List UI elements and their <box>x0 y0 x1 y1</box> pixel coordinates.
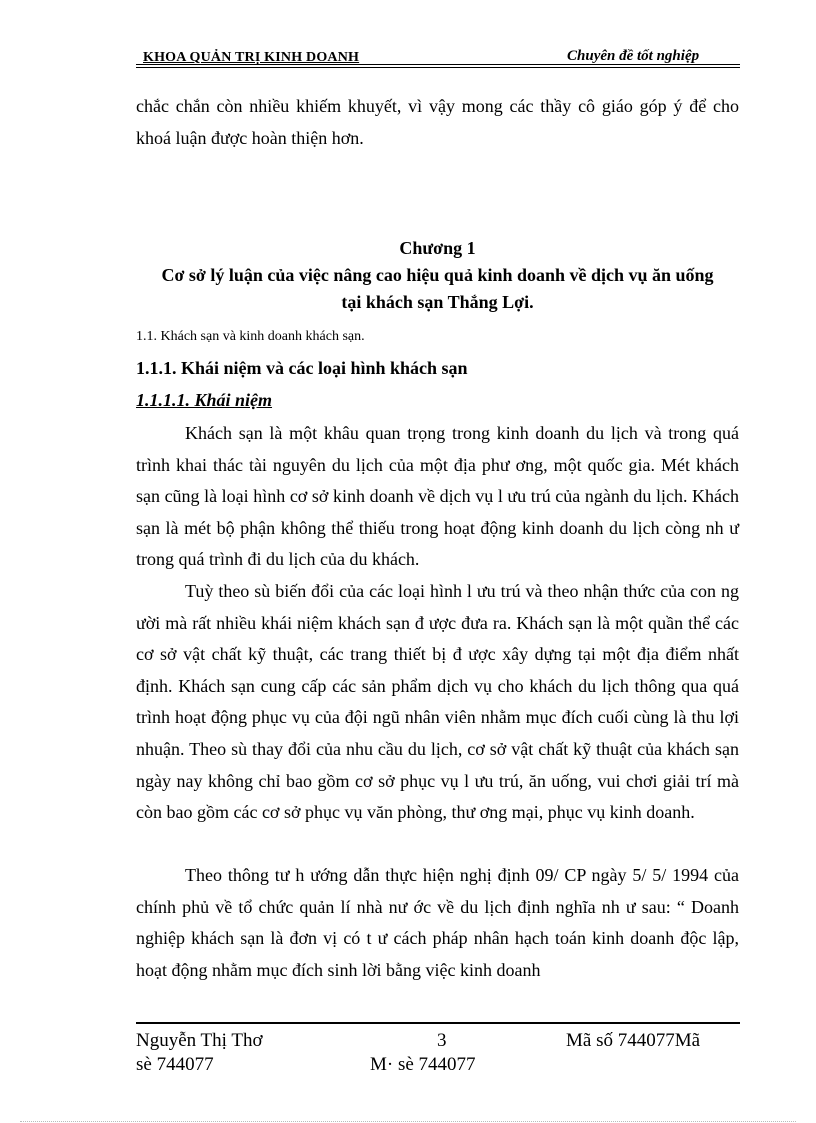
page-bottom-border <box>20 1121 796 1122</box>
section-heading-1-1-1: 1.1.1. Khái niệm và các loại hình khách sạn <box>136 358 468 378</box>
chapter-title-line2: tại khách sạn Thắng Lợi. <box>341 292 534 312</box>
body-paragraph-2: Tuỳ theo sù biến đổi của các loại hình l ưu trú và theo nhận thức của con ng ười mà rất nhiều khái niệm khách sạn đ ược đưa ra. Khách sạn là một quần thể các cơ sở vật chất kỹ thuật, các trang thiết bị đ ược xây dựng tại một địa điểm nhất định. Khách sạn cung cấp các sản phẩm dịch vụ cho khách du lịch thông qua quá trình hoạt động phục vụ của đội ngũ nhân viên nhằm mục đích cuối cùng là thu lợi nhuận. Theo sù thay đổi của nhu cầu du lịch, cơ sở vật chất kỹ thuật của khách sạn ngày nay không chỉ bao gồm cơ sở phục vụ l ưu trú, ăn uống, vui chơi giải trí mà còn bao gồm các cơ sở phục vụ văn phòng, thư ơng mại, phục vụ kinh doanh. <box>136 581 739 823</box>
body-paragraph-1: Khách sạn là một khâu quan trọng trong kinh doanh du lịch và trong quá trình khai thác tài nguyên du lịch của một địa phư ơng, một quốc gia. Mét khách sạn cũng là loại hình cơ sở kinh doanh về dịch vụ l ưu trú của ngành du lịch. Khách sạn là mét bộ phận không thể thiếu trong hoạt động kinh doanh du lịch còng nh ư trong quá trình đi du lịch của du khách. <box>136 423 739 570</box>
intro-paragraph: chắc chắn còn nhiều khiếm khuyết, vì vậy mong các thầy cô giáo góp ý để cho khoá luận được hoàn thiện hơn. <box>136 96 739 148</box>
footer-student-code-middle: M· sè 744077 <box>370 1054 476 1075</box>
chapter-number: Chương 1 <box>399 238 476 258</box>
footer-rule <box>136 1022 740 1024</box>
header-department: KHOA QUẢN TRỊ KINH DOANH <box>143 50 360 65</box>
footer-student-code-continued: sè 744077 <box>136 1054 214 1075</box>
body-paragraph-3: Theo thông tư h ướng dẫn thực hiện nghị định 09/ CP ngày 5/ 5/ 1994 của chính phủ về tổ chức quản lí nhà nư ớc về du lịch định nghĩa nh ư sau: “ Doanh nghiệp khách sạn là đơn vị có t ư cách pháp nhân hạch toán kinh doanh độc lập, hoạt động nhằm mục đích sinh lời bằng việc kinh doanh <box>136 865 739 980</box>
header-rule <box>136 64 740 65</box>
section-heading-1-1-1-1: 1.1.1.1. Khái niệm <box>136 390 273 410</box>
footer-author: Nguyễn Thị Thơ <box>136 1030 263 1051</box>
header-document-type: Chuyên đề tốt nghiệp <box>567 48 700 64</box>
chapter-title-line1: Cơ sở lý luận của việc nâng cao hiệu quả kinh doanh về dịch vụ ăn uống <box>161 265 714 285</box>
footer-page-number: 3 <box>437 1030 447 1051</box>
header-rule-secondary <box>136 67 740 68</box>
section-heading-1-1: 1.1. Khách sạn và kinh doanh khách sạn. <box>136 329 365 344</box>
footer-student-code: Mã số 744077Mã <box>566 1030 701 1051</box>
